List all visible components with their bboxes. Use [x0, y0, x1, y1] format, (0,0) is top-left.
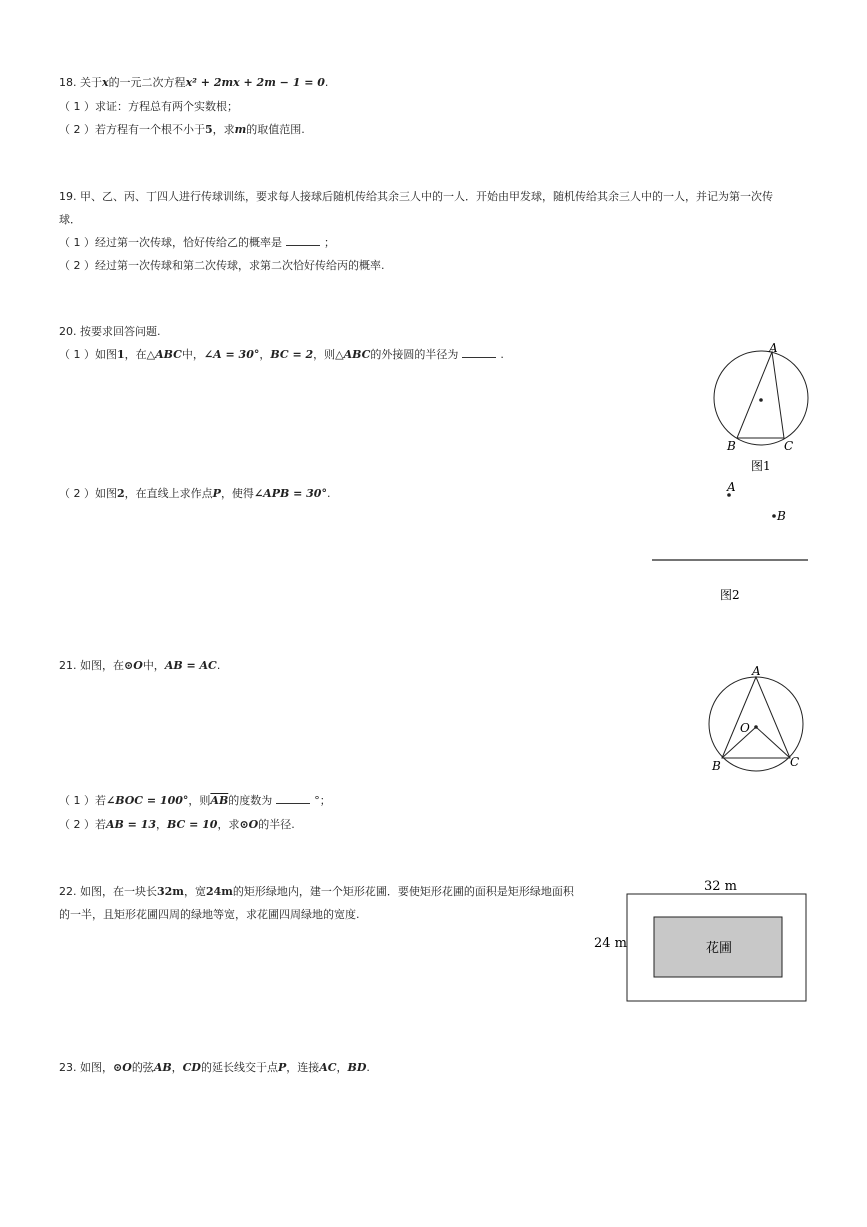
q21-p2-ab: AB = 13: [106, 818, 157, 831]
point-b: [772, 514, 776, 518]
q18-part2: [59, 122, 305, 138]
center-o: [754, 725, 758, 729]
q21-title: [59, 658, 220, 674]
q22-length: 32m: [157, 885, 184, 898]
q22-l1-pre: 22. 如图，在一块长: [59, 885, 157, 898]
q18-p2-num: 5: [205, 123, 213, 136]
q20-p1-end: .: [500, 348, 504, 361]
q21-p1-a: ，则: [188, 794, 211, 807]
q20-p1-a: ，在: [124, 348, 147, 361]
segment-ob: [722, 727, 756, 758]
q23-e: ，: [336, 1061, 348, 1074]
q21-eq: AB = AC: [164, 659, 217, 672]
q19-p1-end: ；: [324, 236, 335, 249]
q22-line1: [59, 884, 574, 900]
q18-p2-pre: （ 2 ）若方程有一个根不小于: [59, 123, 205, 136]
q20-figure2: [650, 480, 812, 608]
q21-p2-b: ，求: [217, 818, 240, 831]
q23-a: 的弦: [131, 1061, 154, 1074]
q20-p1-angle: ∠A = 30°: [203, 348, 260, 361]
label-c: C: [784, 439, 794, 453]
q23-title: [59, 1060, 370, 1076]
circumcircle: [714, 351, 808, 445]
q22-l1-end: 的矩形绿地内，建一个矩形花圃．要使矩形花圃的面积是矩形绿地面积: [232, 885, 574, 898]
q18-p2-var: m: [234, 123, 247, 136]
q23-ab: AB: [153, 1061, 172, 1074]
q21-p1-angle: ∠BOC = 100°: [106, 794, 189, 807]
q23-pre: 23. 如图，: [59, 1061, 113, 1074]
q20-p1-tri2: △ABC: [335, 348, 371, 361]
q18-equation: x² + 2mx + 2m − 1 = 0: [185, 76, 325, 89]
q20-p2-a: ，在直线上求作点: [124, 487, 213, 500]
label-a: A: [752, 664, 761, 678]
q18-part1: （ 1 ）求证：方程总有两个实数根；: [59, 100, 238, 113]
q19-line1: 19. 甲、乙、丙、丁四人进行传球训练，要求每人接球后随机传给其余三人中的一人．开始由甲发球，随机传给其余三人中的一人，并记为第一次传: [59, 190, 773, 203]
q21-title-pre: 21. 如图，在: [59, 659, 124, 672]
q23-b: ，: [171, 1061, 183, 1074]
q23-p: P: [277, 1061, 287, 1074]
triangle-abc: [737, 352, 784, 438]
q18-var-x: x: [102, 76, 109, 89]
label-b: B: [777, 509, 786, 523]
q21-part2: [59, 817, 295, 833]
center-dot: [759, 398, 763, 402]
segment-oc: [756, 727, 790, 758]
label-b: B: [712, 759, 721, 773]
q20-title: 20. 按要求回答问题.: [59, 325, 161, 338]
q23-bd: BD: [347, 1061, 367, 1074]
q23-d: ，连接: [286, 1061, 320, 1074]
q22-figure: [590, 876, 812, 1009]
q23-end: .: [366, 1061, 370, 1074]
top-length-label: 32 m: [704, 879, 738, 894]
q19-p1-text: （ 1 ）经过第一次传球，恰好传给乙的概率是: [59, 236, 282, 249]
q22-l1-mid: ，宽: [183, 885, 206, 898]
q20-p1-bc: BC = 2: [270, 348, 314, 361]
triangle-abc: [722, 677, 790, 758]
q19-part1: [59, 235, 335, 251]
q20-p2-b: ，使得: [220, 487, 254, 500]
q21-circle: ⊙O: [124, 659, 143, 672]
q22-width: 24m: [205, 885, 233, 898]
q23-cd: CD: [182, 1061, 201, 1074]
q19-part2: （ 2 ）经过第一次传球和第二次传球，求第二次恰好传给丙的概率.: [59, 259, 385, 272]
q21-title-end: .: [216, 659, 221, 672]
answer-blank: [276, 793, 310, 804]
q20-p2-angle: ∠APB = 30°: [253, 487, 327, 500]
q20-p1-b: 中，: [181, 348, 204, 361]
label-o: O: [740, 721, 750, 735]
label-b: B: [727, 439, 736, 453]
q21-part1: [59, 793, 331, 809]
q20-p1-pre: （ 1 ）如图: [59, 348, 117, 361]
q21-figure: [700, 660, 812, 779]
q21-p1-arc: $\overline{AB}$: [210, 794, 229, 807]
q18-title: [59, 75, 328, 91]
q21-p1-pre: （ 1 ）若: [59, 794, 106, 807]
q21-title-mid: 中，: [142, 659, 165, 672]
answer-blank: [462, 347, 496, 358]
q18-title-text: 18. 关于: [59, 76, 102, 89]
q22-line2: 的一半，且矩形花圃四周的绿地等宽，求花圃四周绿地的宽度.: [59, 908, 360, 921]
q20-p1-e: 的外接圆的半径为: [370, 348, 459, 361]
q20-p1-c: ，: [259, 348, 271, 361]
q21-p1-b: 的度数为: [228, 794, 273, 807]
q20-part1: [59, 347, 504, 363]
side-width-label: 24 m: [594, 936, 628, 951]
q18-title-end: .: [324, 76, 329, 89]
flower-bed-label: 花圃: [706, 941, 733, 956]
fig1-caption: 图1: [751, 459, 771, 473]
q20-p1-fig: 1: [117, 348, 125, 361]
q20-p2-fig: 2: [117, 487, 125, 500]
q21-p2-circ: ⊙O: [239, 818, 259, 831]
q20-figure1: [706, 340, 816, 481]
q23-c: 的延长线交于点: [200, 1061, 278, 1074]
q23-ac: AC: [319, 1061, 337, 1074]
q18-p2-mid: ，求: [212, 123, 235, 136]
q20-p1-d: ，则: [313, 348, 336, 361]
q21-p2-pre: （ 2 ）若: [59, 818, 106, 831]
q20-p2-pre: （ 2 ）如图: [59, 487, 117, 500]
q21-p2-a: ，: [156, 818, 168, 831]
q20-part2: [59, 486, 330, 502]
label-a: A: [727, 480, 736, 494]
q20-p2-end: .: [326, 487, 331, 500]
label-a: A: [769, 341, 778, 355]
q18-p2-end: 的取值范围.: [246, 123, 305, 136]
q21-p1-end: °；: [314, 794, 331, 807]
q20-p2-p: P: [212, 487, 221, 500]
q20-p1-tri: △ABC: [146, 348, 182, 361]
q19-line2: 球．: [59, 213, 81, 226]
q18-title-mid: 的一元二次方程: [108, 76, 186, 89]
fig2-caption: 图2: [720, 588, 740, 602]
q21-p2-end: 的半径.: [258, 818, 295, 831]
q23-circle: ⊙O: [113, 1061, 132, 1074]
q21-p2-bc: BC = 10: [167, 818, 218, 831]
answer-blank: [286, 235, 320, 246]
label-c: C: [790, 755, 800, 769]
